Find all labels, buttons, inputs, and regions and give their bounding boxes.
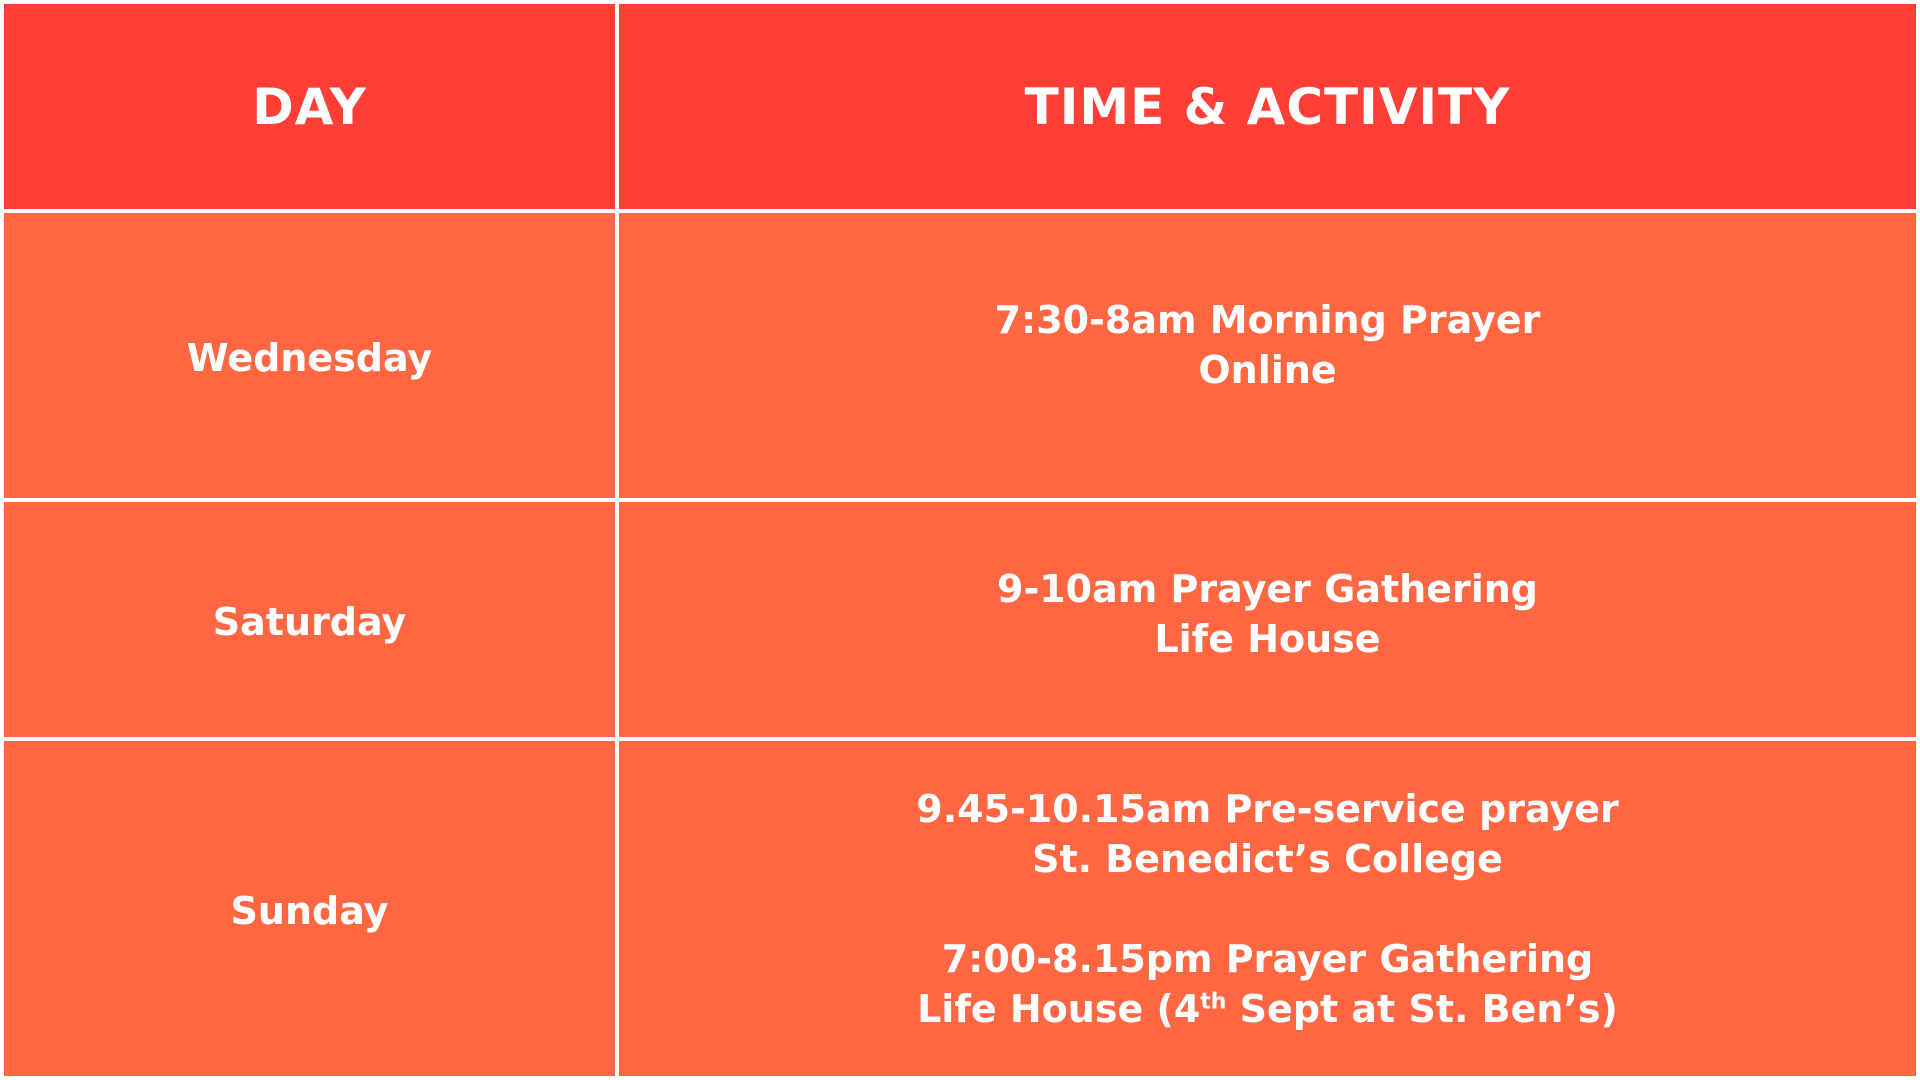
header-activity-label: TIME & ACTIVITY xyxy=(1024,77,1511,136)
activity-line-suffix: Sept at St. Ben’s) xyxy=(1226,986,1618,1031)
header-day xyxy=(4,4,615,209)
header-day-label: DAY xyxy=(252,77,367,136)
day-cell-sunday xyxy=(4,741,615,1076)
activity-cell-wednesday xyxy=(619,213,1916,498)
activity-line: St. Benedict’s College xyxy=(1032,836,1503,881)
activity-line: 7:00-8.15pm Prayer Gathering xyxy=(941,936,1594,981)
day-label: Sunday xyxy=(230,888,389,933)
activity-line xyxy=(917,984,1618,1034)
activity-line: 7:30-8am Morning Prayer xyxy=(994,297,1541,342)
day-cell-wednesday xyxy=(4,213,615,498)
activity-line-prefix: Life House (4 xyxy=(917,986,1201,1031)
activity-text xyxy=(916,784,1618,1034)
activity-line: 9-10am Prayer Gathering xyxy=(997,566,1538,611)
activity-line: 9.45-10.15am Pre-service prayer xyxy=(916,786,1619,831)
day-label: Wednesday xyxy=(186,335,433,380)
activity-line: Online xyxy=(1198,347,1337,392)
activity-text xyxy=(995,295,1541,395)
day-label: Saturday xyxy=(212,599,407,644)
ordinal-suffix: th xyxy=(1200,988,1227,1014)
activity-cell-saturday xyxy=(619,502,1916,737)
day-cell-saturday xyxy=(4,502,615,737)
activity-line: Life House xyxy=(1154,616,1381,661)
schedule-table xyxy=(4,4,1916,1076)
header-activity xyxy=(619,4,1916,209)
activity-cell-sunday xyxy=(619,741,1916,1076)
activity-text xyxy=(997,564,1538,664)
